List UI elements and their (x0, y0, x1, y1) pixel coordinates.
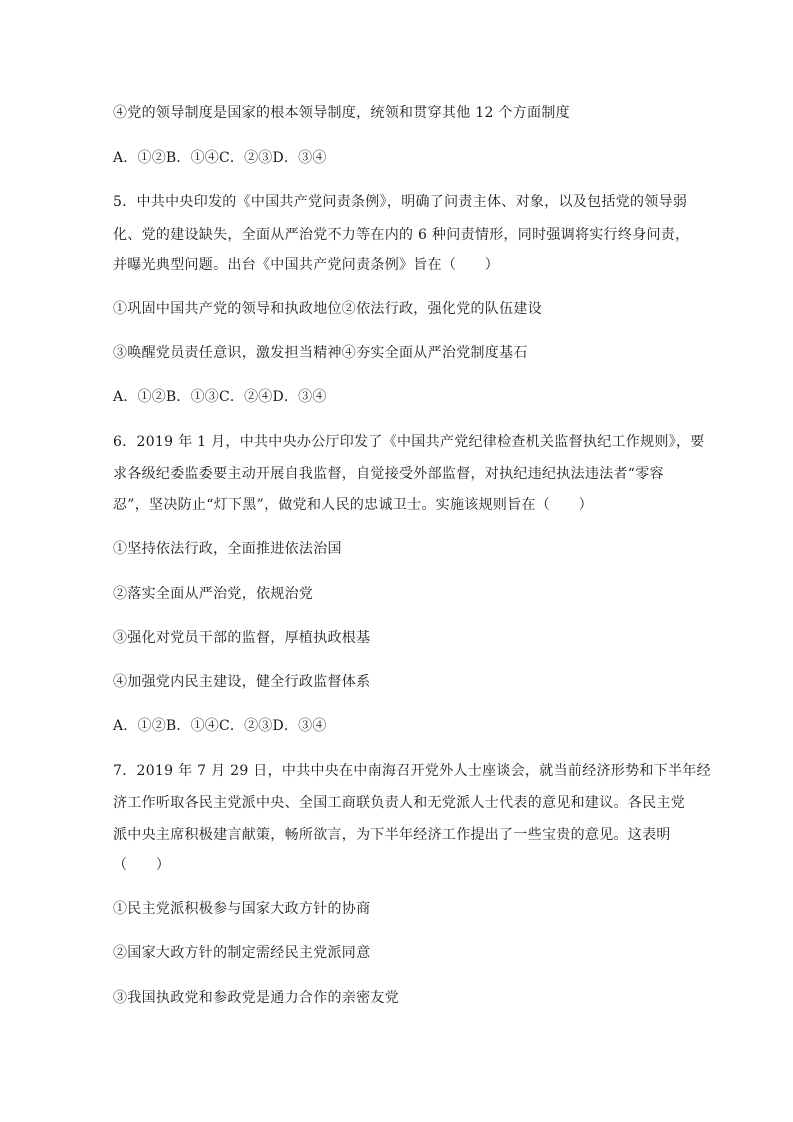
answer-choices-q6: A．①②B．①④C．②③D．③④ (113, 718, 327, 734)
question-7-line-2: 济工作听取各民主党派中央、全国工商联负责人和无党派人士代表的意见和建议。各民主党 (113, 795, 685, 811)
question-6-line-2: 求各级纪委监委要主动开展自我监督，自觉接受外部监督，对执纪违纪执法违法者“零容 (113, 466, 664, 482)
answer-choices-q5: A．①②B．①③C．②④D．③④ (113, 389, 327, 405)
question-7-line-1: 7．2019 年 7 月 29 日，中共中央在中南海召开党外人士座谈会，就当前经济形势和下半年经 (113, 763, 711, 779)
question-7-statement-3: ③我国执政党和参政党是通力合作的亲密友党 (113, 990, 399, 1006)
question-5-statements-1-2: ①巩固中国共产党的领导和执政地位②依法行政，强化党的队伍建设 (113, 301, 542, 317)
question-6-line-3: 忍”，坚决防止“灯下黑”，做党和人民的忠诚卫士。实施该规则旨在（ ） (113, 497, 593, 513)
question-5-line-3: 并曝光典型问题。出台《中国共产党问责条例》旨在（ ） (113, 257, 500, 273)
question-5-line-1: 5．中共中央印发的《中国共产党问责条例》，明确了问责主体、对象，以及包括党的领导弱 (113, 194, 688, 210)
question-5-statements-3-4: ③唤醒党员责任意识，激发担当精神④夯实全面从严治党制度基石 (113, 345, 528, 361)
question-6-statement-3: ③强化对党员干部的监督，厚植执政根基 (113, 630, 371, 646)
question-6-statement-2: ②落实全面从严治党，依规治党 (113, 586, 314, 602)
question-6-line-1: 6．2019 年 1 月，中共中央办公厅印发了《中国共产党纪律检查机关监督执纪工作规则》，要 (113, 434, 705, 450)
question-7-line-3: 派中央主席积极建言献策，畅所欲言，为下半年经济工作提出了一些宝贵的意见。这表明 (113, 827, 671, 843)
question-7-statement-2: ②国家大政方针的制定需经民主党派同意 (113, 945, 371, 961)
question-7-statement-1: ①民主党派积极参与国家大政方针的协商 (113, 901, 371, 917)
question-6-statement-1: ①坚持依法行政，全面推进依法治国 (113, 541, 342, 557)
question-7-line-4: （ ） (113, 857, 171, 873)
option-statement-4: ④党的领导制度是国家的根本领导制度，统领和贯穿其他 12 个方面制度 (113, 105, 570, 121)
question-5-line-2: 化、党的建设缺失，全面从严治党不力等在内的 6 种问责情形，同时强调将实行终身问责， (113, 227, 690, 243)
answer-choices-q4: A．①②B．①④C．②③D．③④ (113, 150, 327, 166)
question-6-statement-4: ④加强党内民主建设，健全行政监督体系 (113, 674, 371, 690)
